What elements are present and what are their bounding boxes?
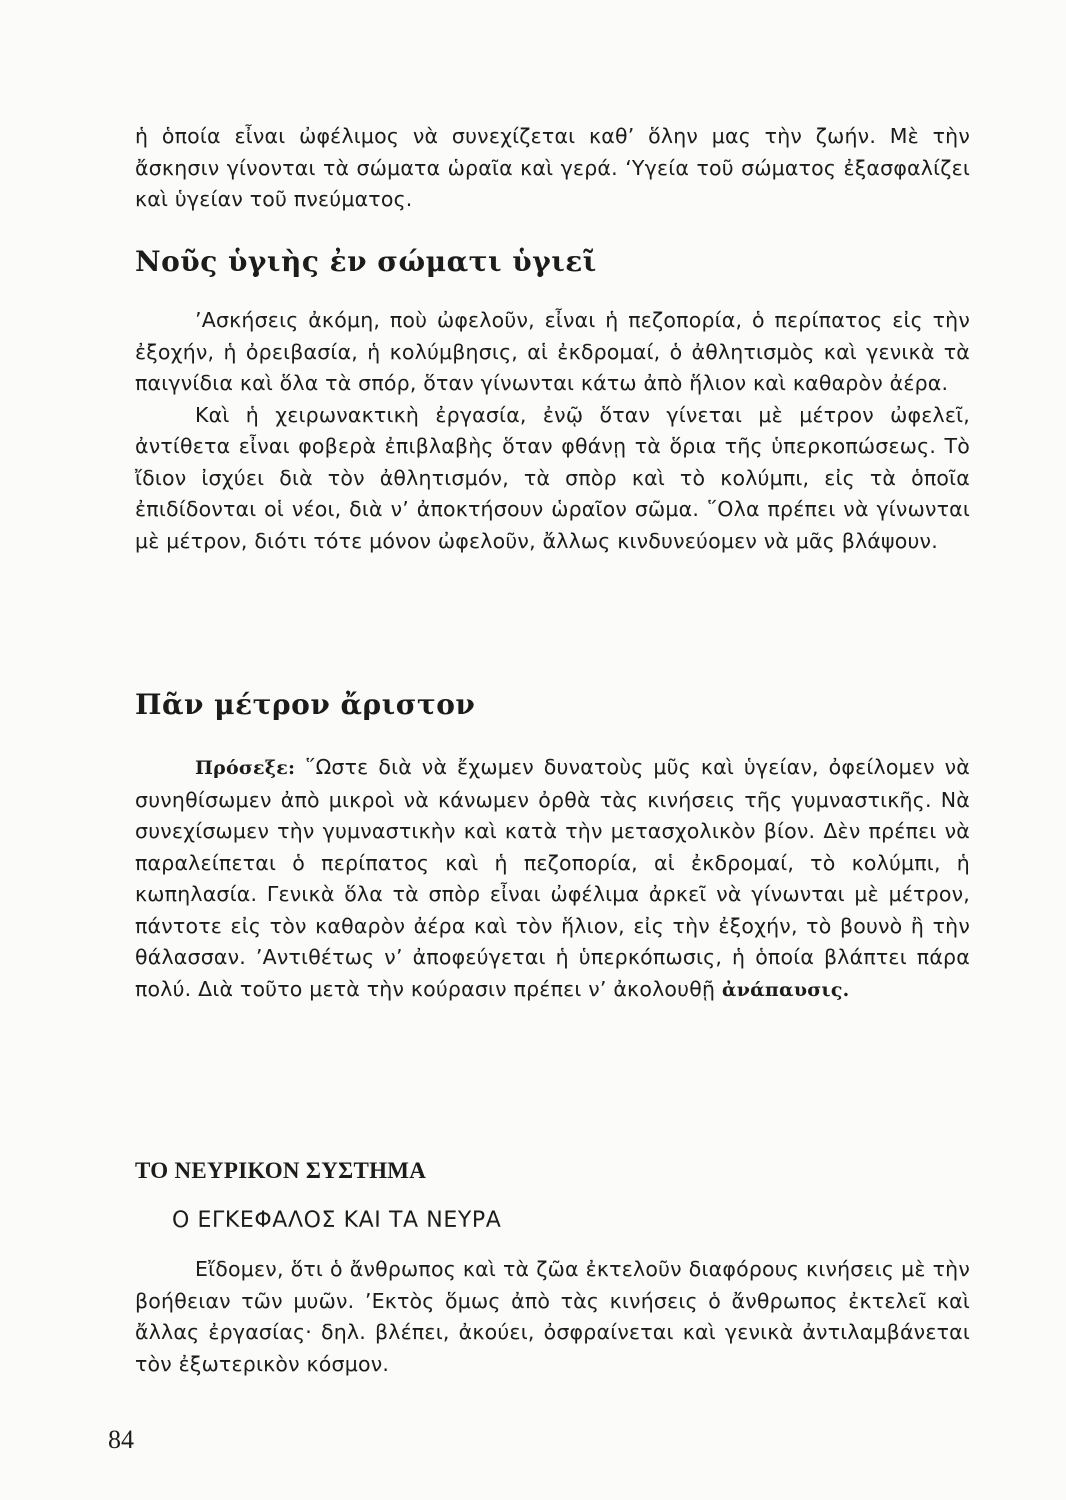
section-1-paragraph-2: Καὶ ἡ χειρωνακτικὴ ἐργασία, ἐνῷ ὅταν γίνεται μὲ μέτρον ὠφελεῖ, ἀντίθετα εἶναι φοβερὰ ἐπιβλαβὴς ὅταν φθάνῃ τὰ ὅρια τῆς ὑπερκοπώσεως. Τὸ ἴδιον ἰσχύει διὰ τὸν ἀθλητισμόν, τὰ σπὸρ καὶ τὸ κολύμπι, εἰς τὰ ὁποῖα ἐπιδίδονται οἱ νέοι, διὰ ν’ ἀποκτήσουν ὡραῖον σῶμα. ῞Ολα πρέπει νὰ γίνωνται μὲ μέτρον, διότι τότε μόνον ὠφελοῦν, ἄλλως κινδυνεύομεν νὰ μᾶς βλάψουν.: [135, 402, 970, 553]
section-1-paragraph-1: ’Ασκήσεις ἀκόμη, ποὺ ὠφελοῦν, εἶναι ἡ πεζοπορία, ὁ περίπατος εἰς τὴν ἐξοχήν, ἡ ὀρειβασία, ἡ κολύμβησις, αἱ ἐκδρομαί, ὁ ἀθλητισμὸς καὶ γενικὰ τὰ παιγνίδια καὶ ὅλα τὰ σπόρ, ὅταν γίνωνται κάτω ἀπὸ ἥλιον καὶ καθαρὸν ἀέρα.: [135, 308, 970, 395]
section-2: [135, 752, 970, 1006]
section-2-body: ῞Ωστε διὰ νὰ ἔχωμεν δυνατοὺς μῦς καὶ ὑγείαν, ὀφείλομεν νὰ συνηθίσωμεν ἀπὸ μικροὶ νὰ κάνωμεν ὀρθὰ τὰς κινήσεις τῆς γυμναστικῆς. Νὰ συνεχίσωμεν τὴν γυμναστικὴν καὶ κατὰ τὴν μετασχολικὸν βίον. Δὲν πρέπει νὰ παραλείπεται ὁ περίπατος καὶ ἡ πεζοπορία, αἱ ἐκδρομαί, τὸ κολύμπι, ἡ κωπηλασία. Γενικὰ ὅλα τὰ σπὸρ εἶναι ὠφέλιμα ἀρκεῖ νὰ γίνωνται μὲ μέτρον, πάντοτε εἰς τὸν καθαρὸν ἀέρα καὶ τὸν ἥλιον, εἰς τὴν ἐξοχήν, τὸ βουνὸ ἢ τὴν θάλασσαν. ’Αντιθέτως ν’ ἀποφεύγεται ἡ ὑπερκόπωσις, ἡ ὁποία βλάπτει πάρα πολύ. Διὰ τοῦτο μετὰ τὴν κούρασιν πρέπει ν’ ἀκολουθῇ: [135, 755, 970, 1001]
section-heading-2: Πᾶν μέτρον ἄριστον: [135, 688, 476, 721]
anapausis-word: ἀνάπαυσις.: [721, 978, 850, 1001]
intro-paragraph: [135, 121, 970, 216]
chapter-section: [135, 1254, 970, 1380]
page-number: 84: [108, 1425, 134, 1454]
prosexe-label: Πρόσεξε:: [195, 757, 296, 779]
section-heading-1: Νοῦς ὑγιὴς ἐν σώματι ὑγιεῖ: [135, 245, 597, 278]
chapter-title: ΤΟ ΝΕΥΡΙΚΟΝ ΣΥΣΤΗΜΑ: [135, 1158, 427, 1183]
section-1: [135, 305, 970, 557]
intro-text: ἡ ὁποία εἶναι ὠφέλιμος νὰ συνεχίζεται καθ’ ὅλην μας τὴν ζωήν. Μὲ τὴν ἄσκησιν γίνονται τὰ σώματα ὡραῖα καὶ γερά. ‘Υγεία τοῦ σώματος ἐξασφαλίζει καὶ ὑγείαν τοῦ πνεύματος.: [135, 124, 970, 211]
chapter-subtitle: Ο ΕΓΚΕΦΑΛΟΣ ΚΑΙ ΤΑ ΝΕΥΡΑ: [172, 1208, 502, 1233]
section-2-paragraph: [135, 752, 970, 1006]
chapter-paragraph: Εἴδομεν, ὅτι ὁ ἄνθρωπος καὶ τὰ ζῶα ἐκτελοῦν διαφόρους κινήσεις μὲ τὴν βοήθειαν τῶν μυῶν. ’Εκτὸς ὅμως ἀπὸ τὰς κινήσεις ὁ ἄνθρωπος ἐκτελεῖ καὶ ἄλλας ἐργασίας· δηλ. βλέπει, ἀκούει, ὀσφραίνεται καὶ γενικὰ ἀντιλαμβάνεται τὸν ἐξωτερικὸν κόσμον.: [135, 1257, 970, 1376]
